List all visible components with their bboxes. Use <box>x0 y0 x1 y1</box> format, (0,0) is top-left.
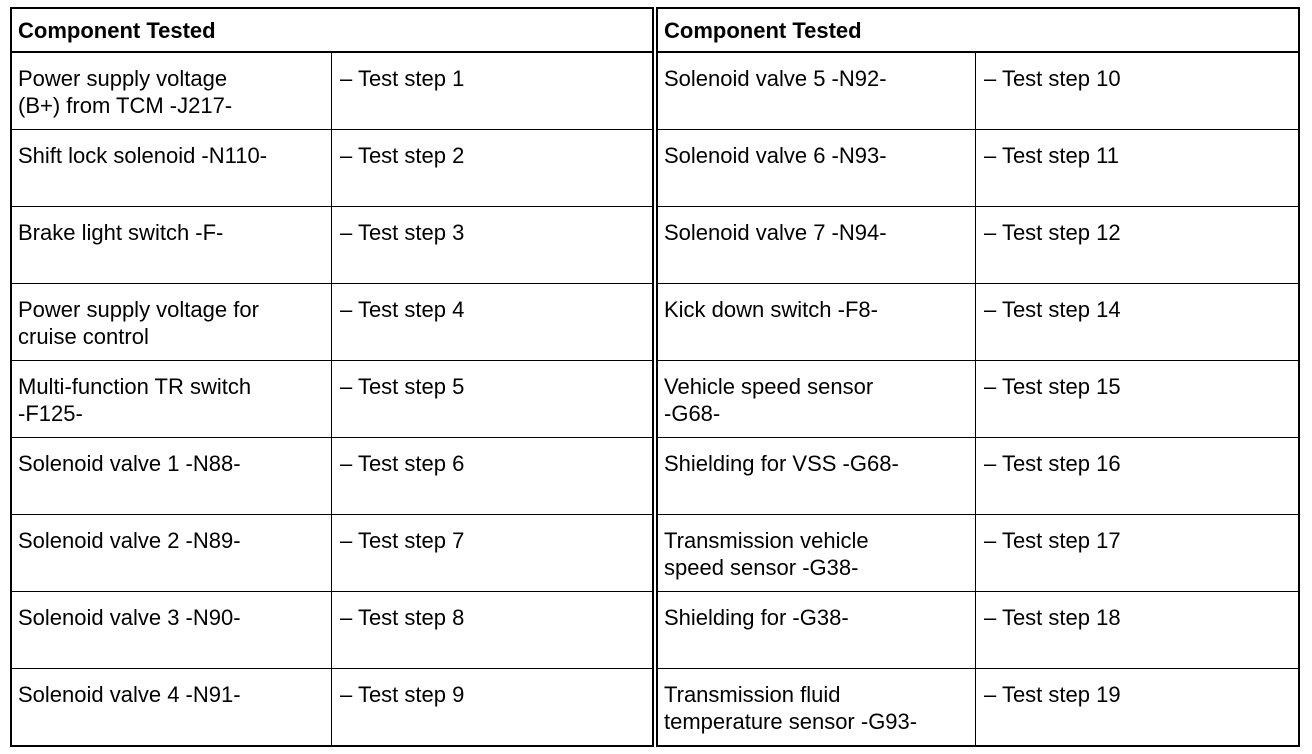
component-cell: Transmission fluid temperature sensor -G93- <box>658 669 976 745</box>
table-row <box>12 438 652 515</box>
component-cell: Shielding for VSS -G68- <box>658 438 976 514</box>
test-step-cell: – Test step 16 <box>984 451 1121 476</box>
column-header: Component Tested <box>658 9 1298 53</box>
test-step-cell: – Test step 8 <box>340 605 465 630</box>
component-cell: Transmission vehicle speed sensor -G38- <box>658 515 976 591</box>
component-cell: Multi-function TR switch -F125- <box>12 361 332 437</box>
test-step-cell: – Test step 15 <box>984 374 1121 399</box>
test-step-cell: – Test step 17 <box>984 528 1121 553</box>
component-cell: Solenoid valve 2 -N89- <box>12 515 332 591</box>
table-row <box>12 515 652 592</box>
component-cell: Solenoid valve 5 -N92- <box>658 53 976 129</box>
column-header: Component Tested <box>12 9 652 53</box>
table-row <box>12 669 652 745</box>
left-table <box>10 7 654 747</box>
table-row <box>658 284 1298 361</box>
test-step-cell: – Test step 11 <box>984 143 1119 168</box>
component-cell: Power supply voltage for cruise control <box>12 284 332 360</box>
component-cell: Solenoid valve 3 -N90- <box>12 592 332 668</box>
table-row <box>658 130 1298 207</box>
test-step-cell: – Test step 10 <box>984 66 1121 91</box>
test-step-cell: – Test step 18 <box>984 605 1121 630</box>
test-step-cell: – Test step 1 <box>340 66 465 91</box>
test-step-cell: – Test step 7 <box>340 528 465 553</box>
table-row <box>658 592 1298 669</box>
component-cell: Solenoid valve 4 -N91- <box>12 669 332 745</box>
table-row <box>658 207 1298 284</box>
component-cell: Solenoid valve 6 -N93- <box>658 130 976 206</box>
left-table-body <box>12 53 652 745</box>
test-step-cell: – Test step 6 <box>340 451 465 476</box>
test-step-cell: – Test step 12 <box>984 220 1121 245</box>
table-row <box>12 592 652 669</box>
test-step-cell: – Test step 4 <box>340 297 465 322</box>
table-row <box>12 361 652 438</box>
component-cell: Brake light switch -F- <box>12 207 332 283</box>
table-row <box>658 361 1298 438</box>
test-step-cell: – Test step 19 <box>984 682 1121 707</box>
component-cell: Shielding for -G38- <box>658 592 976 668</box>
test-step-cell: – Test step 3 <box>340 220 465 245</box>
test-step-cell: – Test step 9 <box>340 682 465 707</box>
component-test-table <box>10 7 1300 747</box>
table-row <box>658 669 1298 745</box>
table-row <box>12 284 652 361</box>
test-step-cell: – Test step 5 <box>340 374 465 399</box>
component-cell: Solenoid valve 1 -N88- <box>12 438 332 514</box>
test-step-cell: – Test step 2 <box>340 143 465 168</box>
table-row <box>658 438 1298 515</box>
table-row <box>658 515 1298 592</box>
component-cell: Power supply voltage (B+) from TCM -J217- <box>12 53 332 129</box>
table-row <box>12 53 652 130</box>
component-cell: Kick down switch -F8- <box>658 284 976 360</box>
test-step-cell: – Test step 14 <box>984 297 1121 322</box>
component-cell: Shift lock solenoid -N110- <box>12 130 332 206</box>
table-row <box>12 207 652 284</box>
table-row <box>12 130 652 207</box>
right-table-body <box>658 53 1298 745</box>
component-cell: Solenoid valve 7 -N94- <box>658 207 976 283</box>
right-table <box>656 7 1300 747</box>
table-row <box>658 53 1298 130</box>
component-cell: Vehicle speed sensor -G68- <box>658 361 976 437</box>
